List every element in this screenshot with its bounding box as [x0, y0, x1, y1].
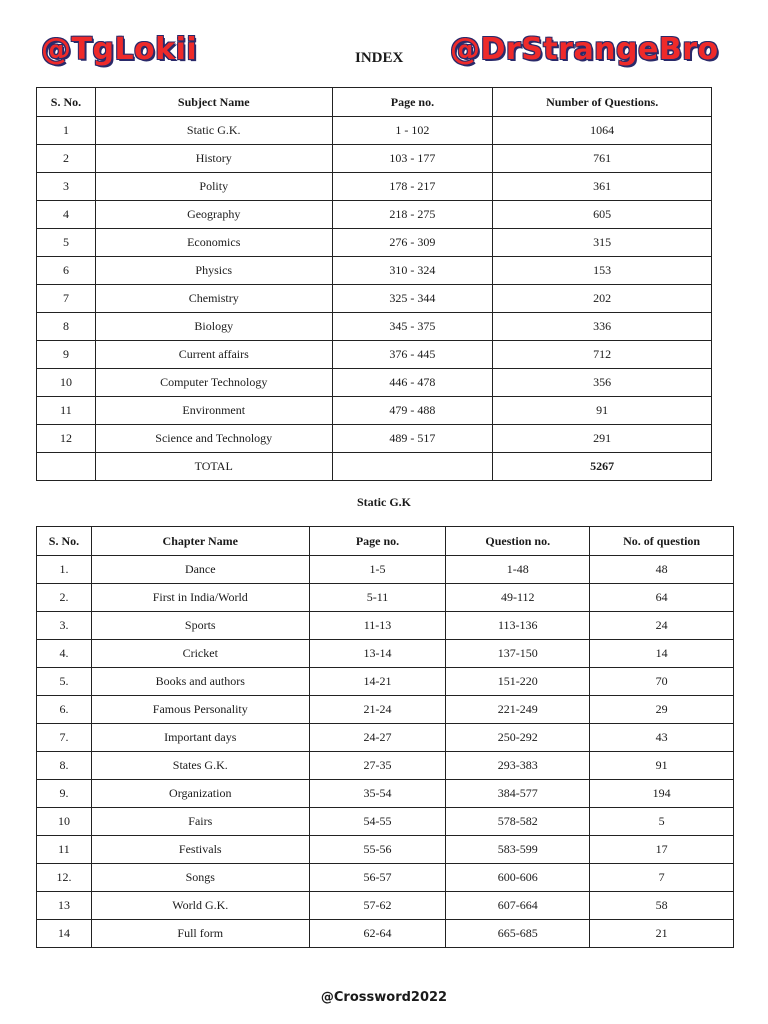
table-cell: 1.	[37, 556, 92, 584]
table-cell: 14	[37, 920, 92, 948]
static-header-row	[37, 527, 734, 556]
table-cell: 583-599	[446, 836, 590, 864]
table-cell: 7	[590, 864, 734, 892]
table-row	[37, 229, 712, 257]
table-cell: World G.K.	[91, 892, 309, 920]
table-cell: Important days	[91, 724, 309, 752]
table-cell: 1064	[493, 117, 712, 145]
table-cell: 578-582	[446, 808, 590, 836]
table-cell: 64	[590, 584, 734, 612]
index-table	[36, 87, 712, 481]
table-cell: Festivals	[91, 836, 309, 864]
table-cell: 7.	[37, 724, 92, 752]
table-cell: 384-577	[446, 780, 590, 808]
table-cell: 665-685	[446, 920, 590, 948]
table-cell: 55-56	[309, 836, 446, 864]
table-cell: 712	[493, 341, 712, 369]
table-cell: 479 - 488	[332, 397, 493, 425]
table-cell: 14-21	[309, 668, 446, 696]
index-table-body	[37, 117, 712, 453]
table-cell: 10	[37, 808, 92, 836]
table-cell: Sports	[91, 612, 309, 640]
table-row	[37, 612, 734, 640]
table-cell: 91	[590, 752, 734, 780]
table-cell: 29	[590, 696, 734, 724]
static-gk-table	[36, 526, 734, 948]
table-cell: 54-55	[309, 808, 446, 836]
table-cell: 194	[590, 780, 734, 808]
table-cell: 12	[37, 425, 96, 453]
header-page: Page no.	[309, 527, 446, 556]
table-row	[37, 920, 734, 948]
table-row	[37, 780, 734, 808]
table-cell: 13	[37, 892, 92, 920]
table-cell: 14	[590, 640, 734, 668]
static-gk-table-body	[37, 556, 734, 948]
brand-watermark-left: @TgLokii	[41, 32, 198, 67]
table-cell: Songs	[91, 864, 309, 892]
table-cell: 218 - 275	[332, 201, 493, 229]
table-row	[37, 313, 712, 341]
table-cell: 607-664	[446, 892, 590, 920]
table-row	[37, 201, 712, 229]
table-cell: 1 - 102	[332, 117, 493, 145]
header-question-no: Question no.	[446, 527, 590, 556]
table-cell: 310 - 324	[332, 257, 493, 285]
table-row	[37, 584, 734, 612]
header-no-of-question: No. of question	[590, 527, 734, 556]
table-cell: 9	[37, 341, 96, 369]
table-cell: Economics	[95, 229, 332, 257]
table-cell: Computer Technology	[95, 369, 332, 397]
table-cell: 7	[37, 285, 96, 313]
table-cell: 178 - 217	[332, 173, 493, 201]
total-value: 5267	[493, 453, 712, 481]
table-cell: 250-292	[446, 724, 590, 752]
table-cell: 8.	[37, 752, 92, 780]
table-cell: 276 - 309	[332, 229, 493, 257]
table-cell: 293-383	[446, 752, 590, 780]
table-row	[37, 864, 734, 892]
table-cell: 5-11	[309, 584, 446, 612]
table-cell: 221-249	[446, 696, 590, 724]
table-row	[37, 696, 734, 724]
table-cell: 600-606	[446, 864, 590, 892]
table-cell: 325 - 344	[332, 285, 493, 313]
table-cell: 446 - 478	[332, 369, 493, 397]
table-cell: 35-54	[309, 780, 446, 808]
table-row	[37, 425, 712, 453]
table-row	[37, 836, 734, 864]
table-cell: 2.	[37, 584, 92, 612]
table-cell: 5.	[37, 668, 92, 696]
table-cell: 8	[37, 313, 96, 341]
table-cell: 5	[590, 808, 734, 836]
table-cell: 62-64	[309, 920, 446, 948]
table-cell: Famous Personality	[91, 696, 309, 724]
table-cell: 2	[37, 145, 96, 173]
total-empty-cell	[37, 453, 96, 481]
table-row	[37, 892, 734, 920]
total-empty-cell	[332, 453, 493, 481]
static-gk-title: Static G.K	[357, 495, 411, 509]
table-cell: 24-27	[309, 724, 446, 752]
table-cell: 1-5	[309, 556, 446, 584]
table-cell: 1	[37, 117, 96, 145]
table-cell: Dance	[91, 556, 309, 584]
total-label: TOTAL	[95, 453, 332, 481]
table-cell: 345 - 375	[332, 313, 493, 341]
table-cell: Geography	[95, 201, 332, 229]
table-cell: 13-14	[309, 640, 446, 668]
table-cell: 356	[493, 369, 712, 397]
header-sno: S. No.	[37, 527, 92, 556]
table-cell: 153	[493, 257, 712, 285]
table-cell: 91	[493, 397, 712, 425]
table-cell: 3	[37, 173, 96, 201]
table-cell: 291	[493, 425, 712, 453]
table-cell: 10	[37, 369, 96, 397]
header-page: Page no.	[332, 88, 493, 117]
table-cell: Science and Technology	[95, 425, 332, 453]
table-cell: 21-24	[309, 696, 446, 724]
table-cell: 24	[590, 612, 734, 640]
table-cell: 6	[37, 257, 96, 285]
table-cell: Static G.K.	[95, 117, 332, 145]
table-row	[37, 117, 712, 145]
index-title: INDEX	[355, 50, 404, 66]
index-header-row	[37, 88, 712, 117]
table-row	[37, 341, 712, 369]
brand-watermark-right: @DrStrangeBro	[450, 32, 719, 67]
header-questions: Number of Questions.	[493, 88, 712, 117]
table-cell: States G.K.	[91, 752, 309, 780]
table-cell: 56-57	[309, 864, 446, 892]
table-cell: Full form	[91, 920, 309, 948]
table-cell: 27-35	[309, 752, 446, 780]
table-cell: 5	[37, 229, 96, 257]
table-cell: 49-112	[446, 584, 590, 612]
table-cell: 376 - 445	[332, 341, 493, 369]
table-row	[37, 556, 734, 584]
table-cell: 336	[493, 313, 712, 341]
table-cell: 11	[37, 836, 92, 864]
table-cell: 361	[493, 173, 712, 201]
header-sno: S. No.	[37, 88, 96, 117]
table-cell: 315	[493, 229, 712, 257]
table-cell: 761	[493, 145, 712, 173]
table-row	[37, 752, 734, 780]
table-cell: Fairs	[91, 808, 309, 836]
index-total-row	[37, 453, 712, 481]
table-cell: 48	[590, 556, 734, 584]
table-cell: Cricket	[91, 640, 309, 668]
table-cell: First in India/World	[91, 584, 309, 612]
table-cell: Current affairs	[95, 341, 332, 369]
table-cell: 151-220	[446, 668, 590, 696]
table-cell: 11	[37, 397, 96, 425]
table-cell: 21	[590, 920, 734, 948]
table-cell: 489 - 517	[332, 425, 493, 453]
footer-credit: @Crossword2022	[320, 990, 448, 1005]
table-cell: Biology	[95, 313, 332, 341]
table-cell: History	[95, 145, 332, 173]
table-cell: Organization	[91, 780, 309, 808]
table-cell: 202	[493, 285, 712, 313]
table-cell: 4.	[37, 640, 92, 668]
table-cell: 9.	[37, 780, 92, 808]
table-cell: 57-62	[309, 892, 446, 920]
table-row	[37, 173, 712, 201]
table-cell: Environment	[95, 397, 332, 425]
table-row	[37, 640, 734, 668]
table-cell: 17	[590, 836, 734, 864]
table-cell: 11-13	[309, 612, 446, 640]
table-row	[37, 397, 712, 425]
table-cell: 137-150	[446, 640, 590, 668]
table-cell: 3.	[37, 612, 92, 640]
table-row	[37, 668, 734, 696]
table-row	[37, 369, 712, 397]
table-cell: 605	[493, 201, 712, 229]
table-row	[37, 285, 712, 313]
table-cell: 6.	[37, 696, 92, 724]
table-cell: Books and authors	[91, 668, 309, 696]
table-row	[37, 724, 734, 752]
table-row	[37, 145, 712, 173]
table-cell: Physics	[95, 257, 332, 285]
header-chapter: Chapter Name	[91, 527, 309, 556]
table-cell: Polity	[95, 173, 332, 201]
table-cell: 103 - 177	[332, 145, 493, 173]
table-cell: 1-48	[446, 556, 590, 584]
table-cell: 58	[590, 892, 734, 920]
table-cell: 70	[590, 668, 734, 696]
table-cell: 12.	[37, 864, 92, 892]
header-subject: Subject Name	[95, 88, 332, 117]
table-cell: 43	[590, 724, 734, 752]
table-row	[37, 257, 712, 285]
table-cell: Chemistry	[95, 285, 332, 313]
table-cell: 113-136	[446, 612, 590, 640]
table-cell: 4	[37, 201, 96, 229]
table-row	[37, 808, 734, 836]
